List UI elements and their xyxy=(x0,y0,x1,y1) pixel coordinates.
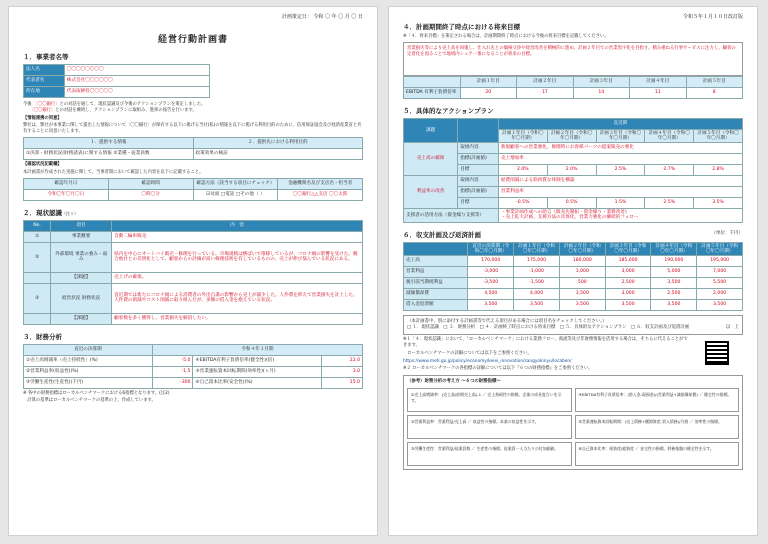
section2-heading: ２．現状認識（注１） xyxy=(23,208,78,217)
document-title: 経営行動計画書 xyxy=(157,35,228,45)
reference-heading: （参考）財務分析の考え方 ～６つの財務指標～ xyxy=(407,379,501,385)
attachment-checkboxes[interactable]: □ １．現状認識 □ ３．財務分析 □ ４．計画終了時点における将来目標 □ ５．具体的なアクションプラン □ ６．収支計画及び返済計画 以 上 xyxy=(407,325,739,331)
left-page xyxy=(8,6,378,536)
section5-heading: ５．具体的なアクションプラン xyxy=(403,106,494,115)
ref-item: ①売上高増減率：(売上高/前期売上高)-1 ／ 売上持続性の指標。企業の成長度合いを示す。 xyxy=(407,388,572,412)
reference-box xyxy=(403,375,743,470)
ref-item: ⑥自己資本比率：純資産/総資産 ／ 安全性の指標。財務基盤の健全性を示す。 xyxy=(575,442,740,466)
locaben-url[interactable]: https://www.meti.go.jp/policy/economy/keiei_innovation/sangyokinyu/locaben/ xyxy=(403,358,572,364)
ref-item: ③労働生産性：営業利益/従業員数 ／ 生産性の指標。従業員一人当たりの付加価値。 xyxy=(407,442,572,466)
address-label: 所在地 xyxy=(24,87,65,98)
company-label: 法人名 xyxy=(24,65,65,76)
info-consent-text: 弊社は、弊社が本事業に関して提出した情報について〔〇〇銀行〕が保有する以下に掲げる当社(私)の情報を以下に掲げる利用目的のために、信用保証協会及び経済産業省と共有することに同意いたします。 xyxy=(23,123,362,135)
s4-note: ※「４．将来目標」を策定される場合は、計画期間終了時点における今後の将来目標を記載してください。 xyxy=(403,34,609,39)
section4-heading: ４．計画期間終了時点における将来目標 xyxy=(403,23,520,31)
fin-foot1: ※ 各中の財務指標はローカルベンチマークにおける6指標となります。(注2) xyxy=(23,390,170,396)
company-value: 〇〇〇〇〇〇〇〇 xyxy=(64,65,209,76)
income-plan-table: 直近の決算期（令和〇年〇月期） 計画１年目（令和〇年〇月期） 計画２年目（令和〇年〇月期） 計画３年目（令和〇年〇月期） 計画４年目（令和〇年〇月期） 計画５年目（令和〇年〇月期） 売上高 170,000 175,000 180,000 185,000 190,000 195,000 営業利益 -3,000 -1,000 1,000 3,000 5,000 7,000 税引前当期純利益 -3,500 -1,500 500 2,500 3,500 5,500 減価償却費 4,500 4,000 3,500 3,000 2,500 2,000 借入金返済額 3,500 3,500 3,500 3,500 3,500 3,500 xyxy=(403,242,743,311)
section6-heading: ６．収支計画及び返済計画 （単位：千円） xyxy=(403,230,743,239)
right-page xyxy=(388,6,758,536)
financial-analysis-table: 直近の決算期 令和４年３月期 ①売上高増減率（売上持続性）(%) -5.0 ④EBITDA有利子負債倍率(健全性)(倍) 22.0 ②営業利益率(収益性)(%) -1.5 ⑤営業運転資本回転期間(効率性)(ヶ月) 3.0 ③労働生産性(生産性)(千円) -300 ⑥自己資本比率(安全性)(%) 15.0 xyxy=(23,344,363,389)
plan-date: 計画策定日： 令和 〇 年 〇 月 〇 日 xyxy=(281,14,363,20)
qr-code-icon[interactable] xyxy=(705,341,729,365)
rep-label: 代表者名 xyxy=(24,76,65,87)
section1-heading: １．事業者名等 xyxy=(23,53,69,61)
ref-item: ⑤営業運転資本回転期間：(売上債権+棚卸資産-買入債務)/月商 ／ 効率性の指標。 xyxy=(575,415,740,439)
confirm-table: 確認年月日 確認時間 確認方法（該当する項目にチェック） 金融機関名及び支店名・担当者 令和〇年〇月〇日 〇時〇分 ☑対面 □電話 □その他（ ） 〇〇銀行△△支店 〇〇太郎 xyxy=(23,178,363,201)
company-table xyxy=(23,64,210,98)
status-table: No. 項目 内 容 ① 事業概要 自動二輪車販売 ② 外部環境 事業の強み・弱み 県内を中心にオートバイ販売・修理を行っている。市場規模は横ばいで推移しているが、コロナ禍の影響を受けた。競合他社との差別化として、顧客からの評価が高い修理技術を有しているものの、売上が伸び悩んでいる状況にある。 【課題】 売上げの確保。 ③ 経営状況 財務状況 直近期では新たにコロナ禍による消費者の外出自粛の影響から売上が減少した。人件費を抑えて営業損失を計上した。人件費の削減やコスト削減に取り組んだが、多額の借入金を抱えている状況。 【課題】 顧客数を多く獲得し、営業損失を解消したい。 xyxy=(23,220,363,325)
ref-item: ④EBITDA有利子負債倍率：(借入金-現預金)/(営業利益+減価償却費) ／ 健全性の指標。 xyxy=(575,388,740,412)
action-plan-table: 課題 直近期 計画１年目（令和〇年〇月期） 計画２年目（令和〇年〇月期） 計画３年目（令和〇年〇月期） 計画４年目（令和〇年〇月期） 計画５年目（令和〇年〇月期） 売上高の確保 取組内容 新規顧客への営業強化、修理時にお客様パーツの提案販売の強化 指標(計画値) 売上増加率 目標 2.0% 2.0% 2.5% 2.7% 2.8% 利益率の改善 取組内容 経費削減による筋肉質な体制を構築 指標(計画値) 営業利益率 目標 -0.5% 0.5% 1.5% 2.5% 3.5% 支援者の活用方法（資金繰り支援等） ・事業計画作成への助言（販売先開拓・資金繰り・業務改善) ・売上拡大計画、支援方法の具体化、営業力強化の継続的フォロー xyxy=(403,118,743,223)
confirm-note: 本計画書が作成された実施に関して，当事者間において確認した内容を以下に記載すること。 xyxy=(23,169,204,175)
ref-item: ②営業利益率：営業利益/売上高 ／ 収益性の指標。本業の収益性を示す。 xyxy=(407,415,572,439)
info-consent-heading: 【情報連携の同意】 xyxy=(23,115,62,121)
note-2: ローカルベンチマークの詳細については以下をご参照ください。 xyxy=(403,350,532,356)
section3-heading: ３．財務分析 xyxy=(23,332,62,341)
note-3: ※２ ローカルベンチマークの各指標の詳細については以下『６つの財務指標』をご参照ください。 xyxy=(403,366,593,372)
note-1: ※１「４．現状認識」において、「ローカルベンチマーク」における業務フロー、商流等及び非財務情報を活用する場合は、そちらに代えることができます。 xyxy=(403,337,688,349)
fin-foot2: 計算の基準はローカルベンチマークの基準の上、作成しています。 xyxy=(23,398,156,404)
attachment-check-box: （本計画書中、別に添付する計画書等で代える項目がある場合には項目名をチェックしてください。） □ １．現状認識 □ ３．財務分析 □ ４．計画終了時点における将来目標 □ ５．具体的なアクションプラン □ ６．収支計画及び返済計画 以 上 xyxy=(403,315,743,335)
rep-value: 株式会社〇〇〇〇〇〇 xyxy=(64,76,209,87)
revision-date: 令和５年１月１０日改訂版 xyxy=(682,14,743,20)
address-value: 代表取締役〇〇〇〇〇 xyxy=(64,87,209,98)
info-table: １．提供する情報 ２．提供先における利用目的 ①決算・財務状況(財務諸表)に関する情報 ②業種・従業員数 政策効果の検証 xyxy=(23,137,363,160)
future-goal-text: 営業損失等により売上高を回復し、仕入れ先との価格交渉や経営改善を積極的に進め、計画２年目での営業黒字化を目指す。積み重ねる行事サービスに注力し、顧客の定着化を図ることで地域内シェア一番になることが将来の目標。 xyxy=(403,42,743,76)
ebitda-target-table: 計画１年目 計画２年目 計画３年目 計画４年目 計画５年目 EBITDA 有利子負債倍率 20 17 14 11 8 xyxy=(403,76,743,99)
intro-text: 今後 〔〇〇銀行〕との対話を通して、現状認識及び今後のアクションプランを策定しました。 〔〇〇銀行〕との対話を継続し、アクションプランに取組み、進捗の報告を行います。 xyxy=(23,102,206,113)
confirm-heading: 【確認状況記載欄】 xyxy=(23,161,62,167)
